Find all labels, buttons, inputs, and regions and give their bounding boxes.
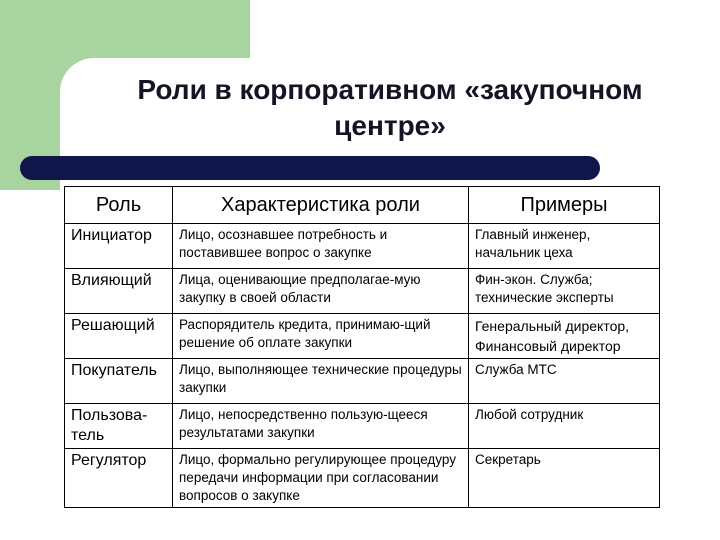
role-cell: Инициатор bbox=[65, 224, 173, 269]
table-row bbox=[65, 404, 660, 449]
role-cell: Регулятор bbox=[65, 449, 173, 508]
roles-table bbox=[64, 186, 660, 508]
table-row bbox=[65, 269, 660, 314]
header-examples: Примеры bbox=[469, 187, 660, 224]
example-cell: Служба МТС bbox=[469, 359, 660, 404]
description-cell: Лицо, непосредственно пользую-щееся результатами закупки bbox=[173, 404, 469, 449]
description-cell: Распорядитель кредита, принимаю-щий решение об оплате закупки bbox=[173, 314, 469, 359]
role-cell: Пользова-тель bbox=[65, 404, 173, 449]
slide-title-line-2: центре» bbox=[334, 110, 446, 141]
table-row bbox=[65, 224, 660, 269]
example-cell: Любой сотрудник bbox=[469, 404, 660, 449]
table-header-row bbox=[65, 187, 660, 224]
title-divider-bar bbox=[20, 156, 600, 180]
description-cell: Лицо, выполняющее технические процедуры закупки bbox=[173, 359, 469, 404]
header-role: Роль bbox=[65, 187, 173, 224]
example-cell: Фин-экон. Служба; технические эксперты bbox=[469, 269, 660, 314]
slide-title-line-1: Роли в корпоративном «закупочном bbox=[137, 74, 643, 105]
description-cell: Лица, оценивающие предполагае-мую закупку в своей области bbox=[173, 269, 469, 314]
description-cell: Лицо, осознавшее потребность и поставившее вопрос о закупке bbox=[173, 224, 469, 269]
role-cell: Покупатель bbox=[65, 359, 173, 404]
example-cell: Секретарь bbox=[469, 449, 660, 508]
role-cell: Решающий bbox=[65, 314, 173, 359]
description-cell: Лицо, формально регулирующее процедуру передачи информации при согласовании вопросов о закупке bbox=[173, 449, 469, 508]
table-row bbox=[65, 359, 660, 404]
slide-title bbox=[60, 72, 720, 144]
example-cell: Главный инженер, начальник цеха bbox=[469, 224, 660, 269]
header-description: Характеристика роли bbox=[173, 187, 469, 224]
table-row bbox=[65, 314, 660, 359]
role-cell: Влияющий bbox=[65, 269, 173, 314]
example-cell: Генеральный директор, Финансовый директор bbox=[469, 314, 660, 359]
table-row bbox=[65, 449, 660, 508]
